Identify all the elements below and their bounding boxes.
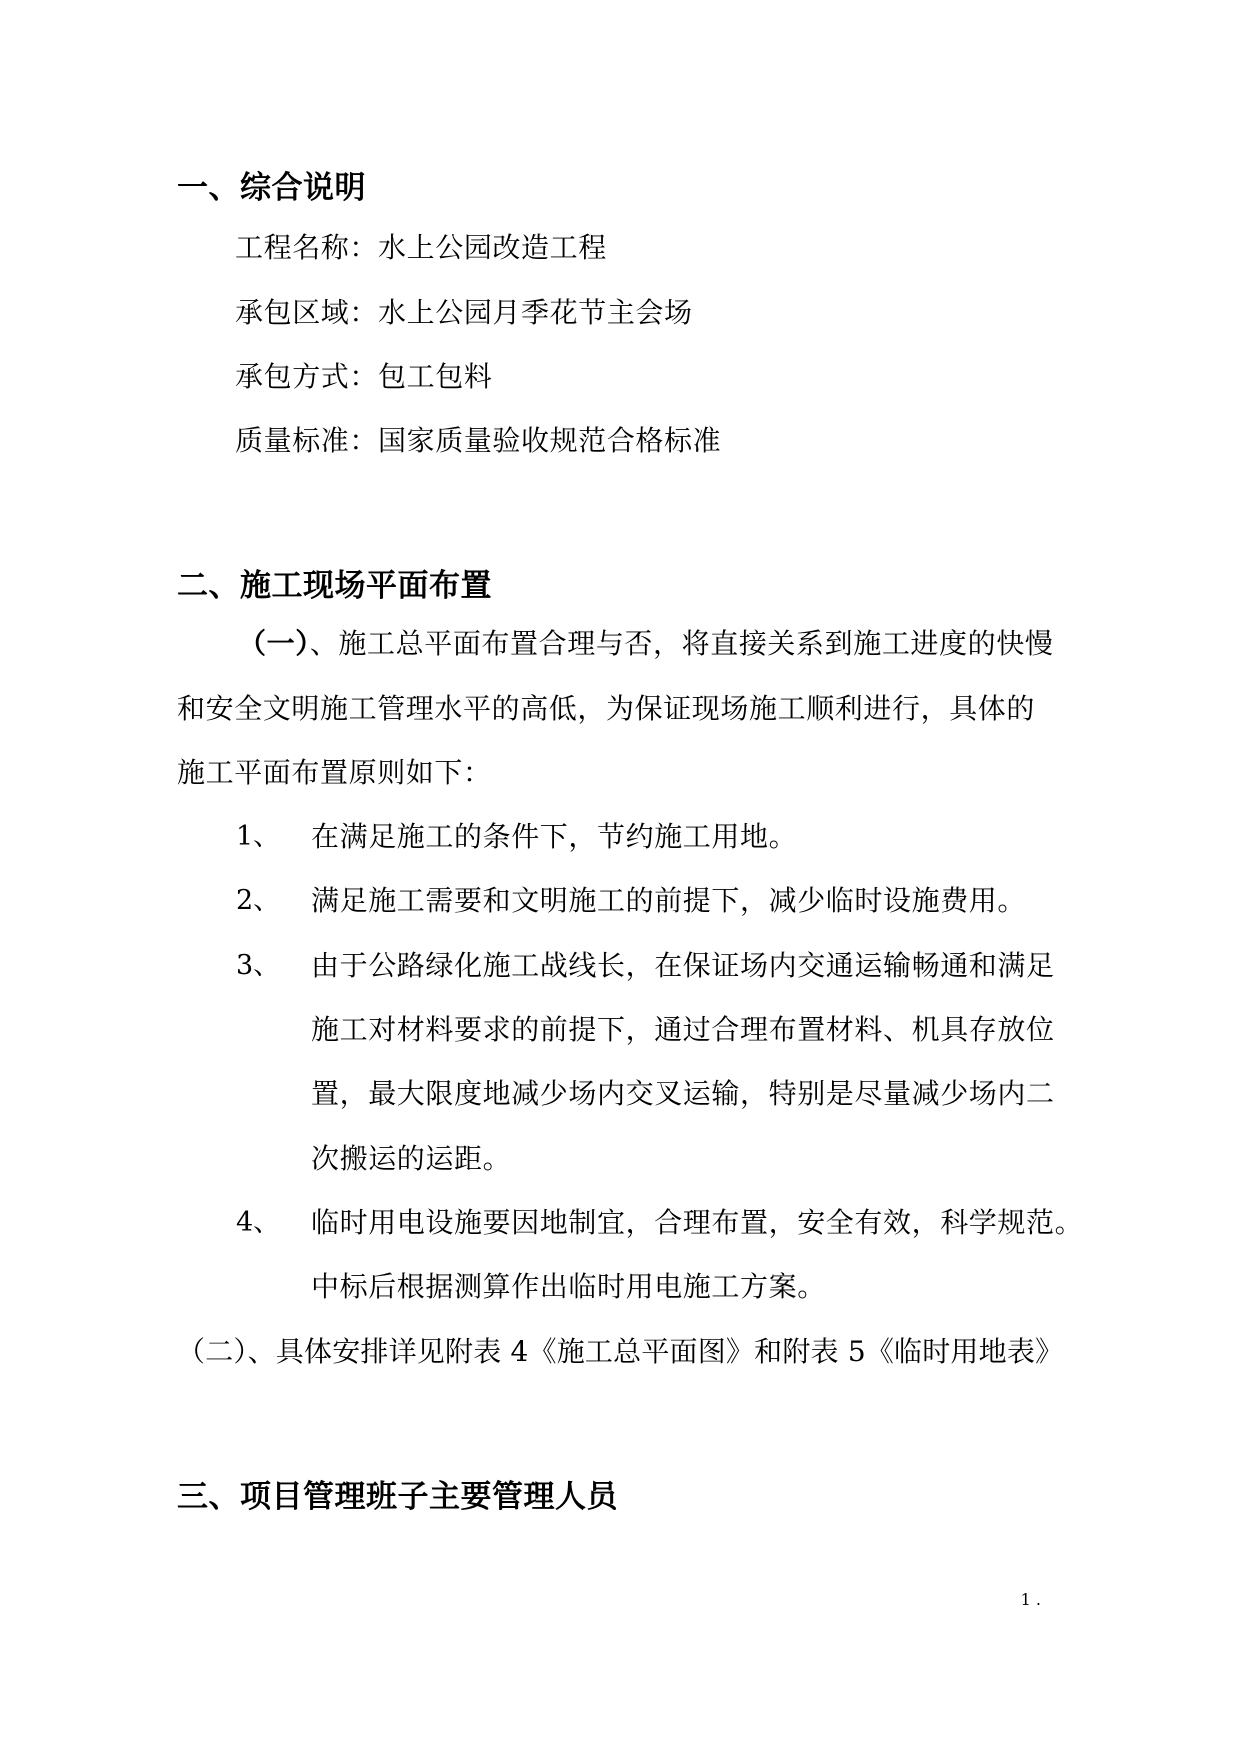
- item-3-text-line-1: 由于公路绿化施工战线长，在保证场内交通运输畅通和满足: [311, 949, 1055, 982]
- item-4-number: 4、: [236, 1207, 281, 1238]
- field-contract-area: [235, 294, 693, 332]
- item-3-text-line-4: 次搬运的运距。: [311, 1142, 512, 1175]
- intro-line-1: [238, 625, 1053, 663]
- field-quality-standard: [235, 422, 721, 460]
- field-value: 包工包料: [378, 360, 493, 393]
- field-project-name: [235, 229, 607, 267]
- section-1-heading: 一、综合说明: [177, 170, 366, 206]
- intro-marker: （一）: [238, 627, 310, 660]
- field-value: 水上公园月季花节主会场: [378, 296, 693, 329]
- page-number: 1 .: [1020, 1590, 1041, 1609]
- item-3-text-line-2: 施工对材料要求的前提下，通过合理布置材料、机具存放位: [311, 1013, 1055, 1046]
- item-3-text-line-3: 置，最大限度地减少场内交叉运输，特别是尽量减少场内二: [311, 1077, 1055, 1110]
- item-2-number: 2、: [236, 885, 281, 916]
- intro-text: 、施工总平面布置合理与否，将直接关系到施工进度的快慢: [309, 627, 1054, 660]
- section-3-heading: 三、项目管理班子主要管理人员: [177, 1479, 618, 1515]
- field-value: 水上公园改造工程: [378, 231, 607, 264]
- section-2-heading: 二、施工现场平面布置: [177, 568, 492, 604]
- item-4-text-line-1: 临时用电设施要因地制宜，合理布置，安全有效，科学规范。: [311, 1206, 1084, 1239]
- item-3-number: 3、: [236, 950, 281, 981]
- field-contract-mode: [235, 358, 492, 396]
- intro-line-2: 和安全文明施工管理水平的高低，为保证现场施工顺利进行，具体的: [177, 692, 1036, 725]
- field-label: 工程名称：: [235, 231, 379, 264]
- field-label: 质量标准：: [235, 424, 379, 457]
- item-1-number: 1、: [236, 821, 281, 852]
- intro-line-3: 施工平面布置原则如下：: [177, 756, 492, 789]
- field-label: 承包方式：: [235, 360, 379, 393]
- item-4-text-line-2: 中标后根据测算作出临时用电施工方案。: [311, 1270, 826, 1303]
- field-label: 承包区域：: [235, 296, 379, 329]
- item-1-text: 在满足施工的条件下，节约施工用地。: [311, 820, 798, 853]
- item-2-text: 满足施工需要和文明施工的前提下，减少临时设施费用。: [311, 884, 1027, 917]
- field-value: 国家质量验收规范合格标准: [378, 424, 722, 457]
- section-2-note: （二）、具体安排详见附表 4《施工总平面图》和附表 5《临时用地表》: [177, 1335, 1064, 1368]
